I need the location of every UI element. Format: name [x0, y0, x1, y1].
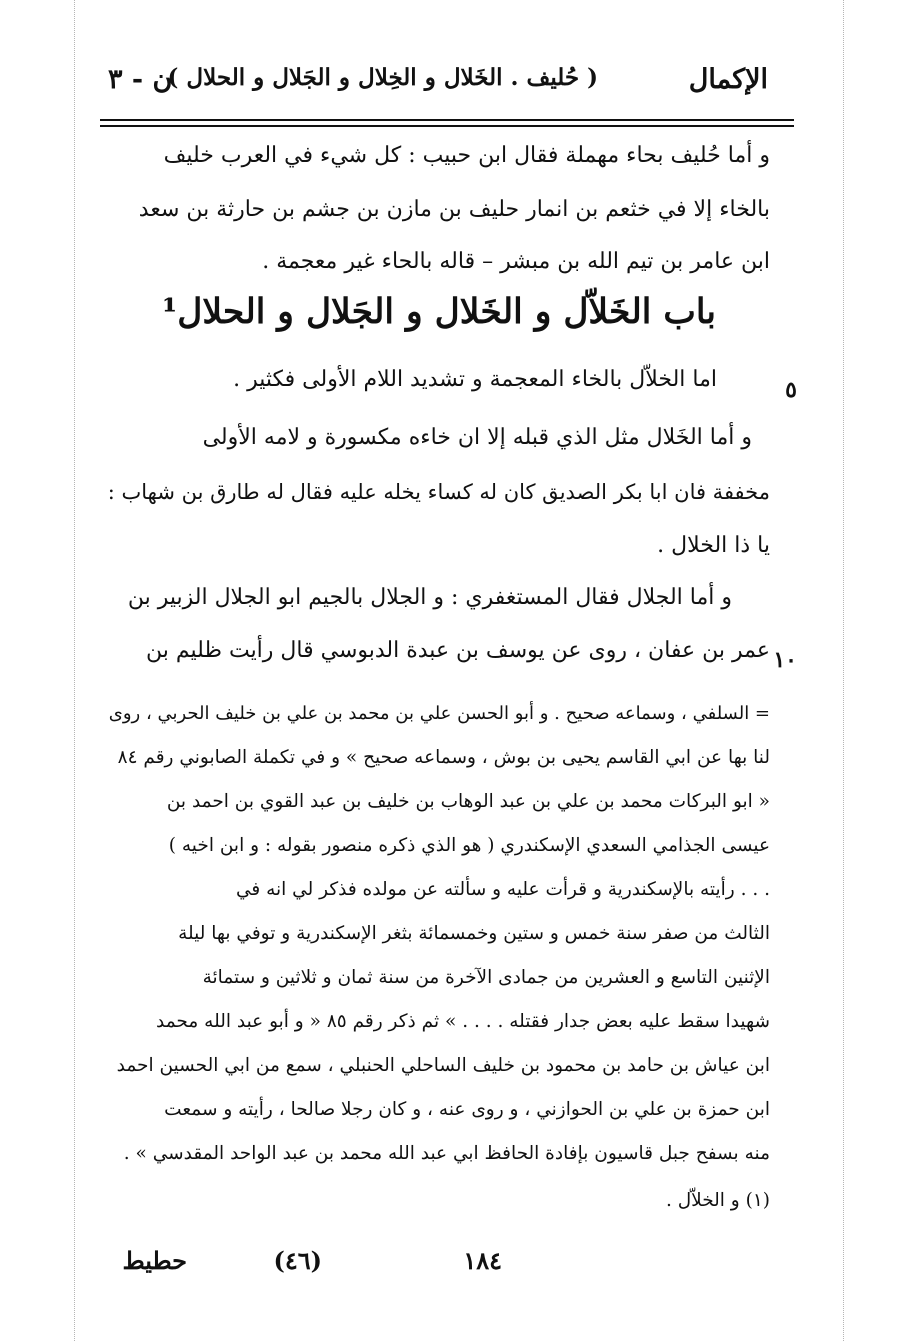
header-entry-names: ( حُليف . الخَلال و الخِلال و الجَلال و الحلال ) — [167, 64, 598, 91]
body-line: ابن عامر بن تيم الله بن مبشر – قاله بالحاء غير معجمة . — [262, 249, 770, 274]
footnote-line: الإثنين التاسع و العشرين من جمادى الآخرة من سنة ثمان و ثلاثين و ستمائة — [202, 967, 770, 988]
body-line: مخففة فان ابا بكر الصديق كان له كساء يخله عليه فقال له طارق بن شهاب : — [107, 480, 770, 504]
footnote-line: منه بسفح جبل قاسيون بإفادة الحافظ ابي عبد الله محمد بن عبد الواحد المقدسي » . — [123, 1143, 770, 1164]
footnote-line: « ابو البركات محمد بن علي بن عبد الوهاب بن خليف بن عبد القوي بن احمد بن — [166, 791, 770, 812]
body-line: اما الخلاّل بالخاء المعجمة و تشديد اللام الأولى فكثير . — [233, 367, 717, 392]
header-volume: ن - ٣ — [108, 64, 173, 95]
header-book-title: الإكمال — [688, 64, 768, 95]
page-number: ١٨٤ — [463, 1246, 502, 1275]
footnote-line: الثالث من صفر سنة خمس و ستين وخمسمائة بثغر الإسكندرية و توفي بها ليلة — [178, 923, 770, 944]
sheet-number: (٤٦) — [273, 1246, 322, 1275]
line-number-5: ٥ — [785, 377, 797, 403]
line-number-10: ١٠ — [773, 647, 797, 673]
body-line: و أما الخَلال مثل الذي قبله إلا ان خاءه مكسورة و لامه الأولى — [202, 425, 752, 450]
footnote-line: = السلفي ، وسماعه صحيح . و أبو الحسن علي بن محمد بن علي بن خليف الحربي ، روى — [108, 703, 770, 724]
scan-margin-line — [74, 0, 75, 1341]
footnote-line: ابن عياش بن حامد بن محمود بن خليف الساحلي الحنبلي ، سمع من ابي الحسين احمد — [116, 1055, 770, 1076]
body-line: بالخاء إلا في خثعم بن انمار حليف بن مازن بن جشم بن حارثة بن سعد — [138, 197, 770, 222]
footnote-line: لنا بها عن ابي القاسم يحيى بن بوش ، وسماعه صحيح » و في تكملة الصابوني رقم ٨٤ — [117, 747, 770, 768]
header-rule-bottom — [100, 125, 794, 127]
footnote-line: . . . رأيته بالإسكندرية و قرأت عليه و سألته عن مولده فذكر لي انه في — [235, 879, 770, 900]
footnote-line: (١) و الخلاّل . — [665, 1190, 770, 1211]
footnote-line: ابن حمزة بن علي بن الحوازني ، و روى عنه ، و كان رجلا صالحا ، رأيته و سمعت — [164, 1099, 770, 1120]
footnote-line: عيسى الجذامي السعدي الإسكندري ( هو الذي ذكره منصور بقوله : و ابن اخيه ) — [168, 835, 770, 856]
footer-mark: حطيط — [122, 1246, 187, 1275]
scan-margin-line — [843, 0, 844, 1341]
body-line: و أما حُليف بحاء مهملة فقال ابن حبيب : كل شيء في العرب خليف — [163, 143, 770, 168]
body-line: و أما الجلال فقال المستغفري : و الجلال بالجيم ابو الجلال الزبير بن — [127, 585, 732, 610]
body-line: يا ذا الخلال . — [657, 533, 770, 558]
body-line: عمر بن عفان ، روى عن يوسف بن عبدة الدبوسي قال رأيت ظليم بن — [146, 638, 770, 663]
section-title: باب الخَلاّل و الخَلال و الجَلال و الحلال¹ — [162, 292, 716, 332]
running-header — [108, 58, 768, 110]
footnote-line: شهيدا سقط عليه بعض جدار فقتله . . . . » ثم ذكر رقم ٨٥ « و أبو عبد الله محمد — [156, 1011, 770, 1032]
header-rule-top — [100, 119, 794, 121]
